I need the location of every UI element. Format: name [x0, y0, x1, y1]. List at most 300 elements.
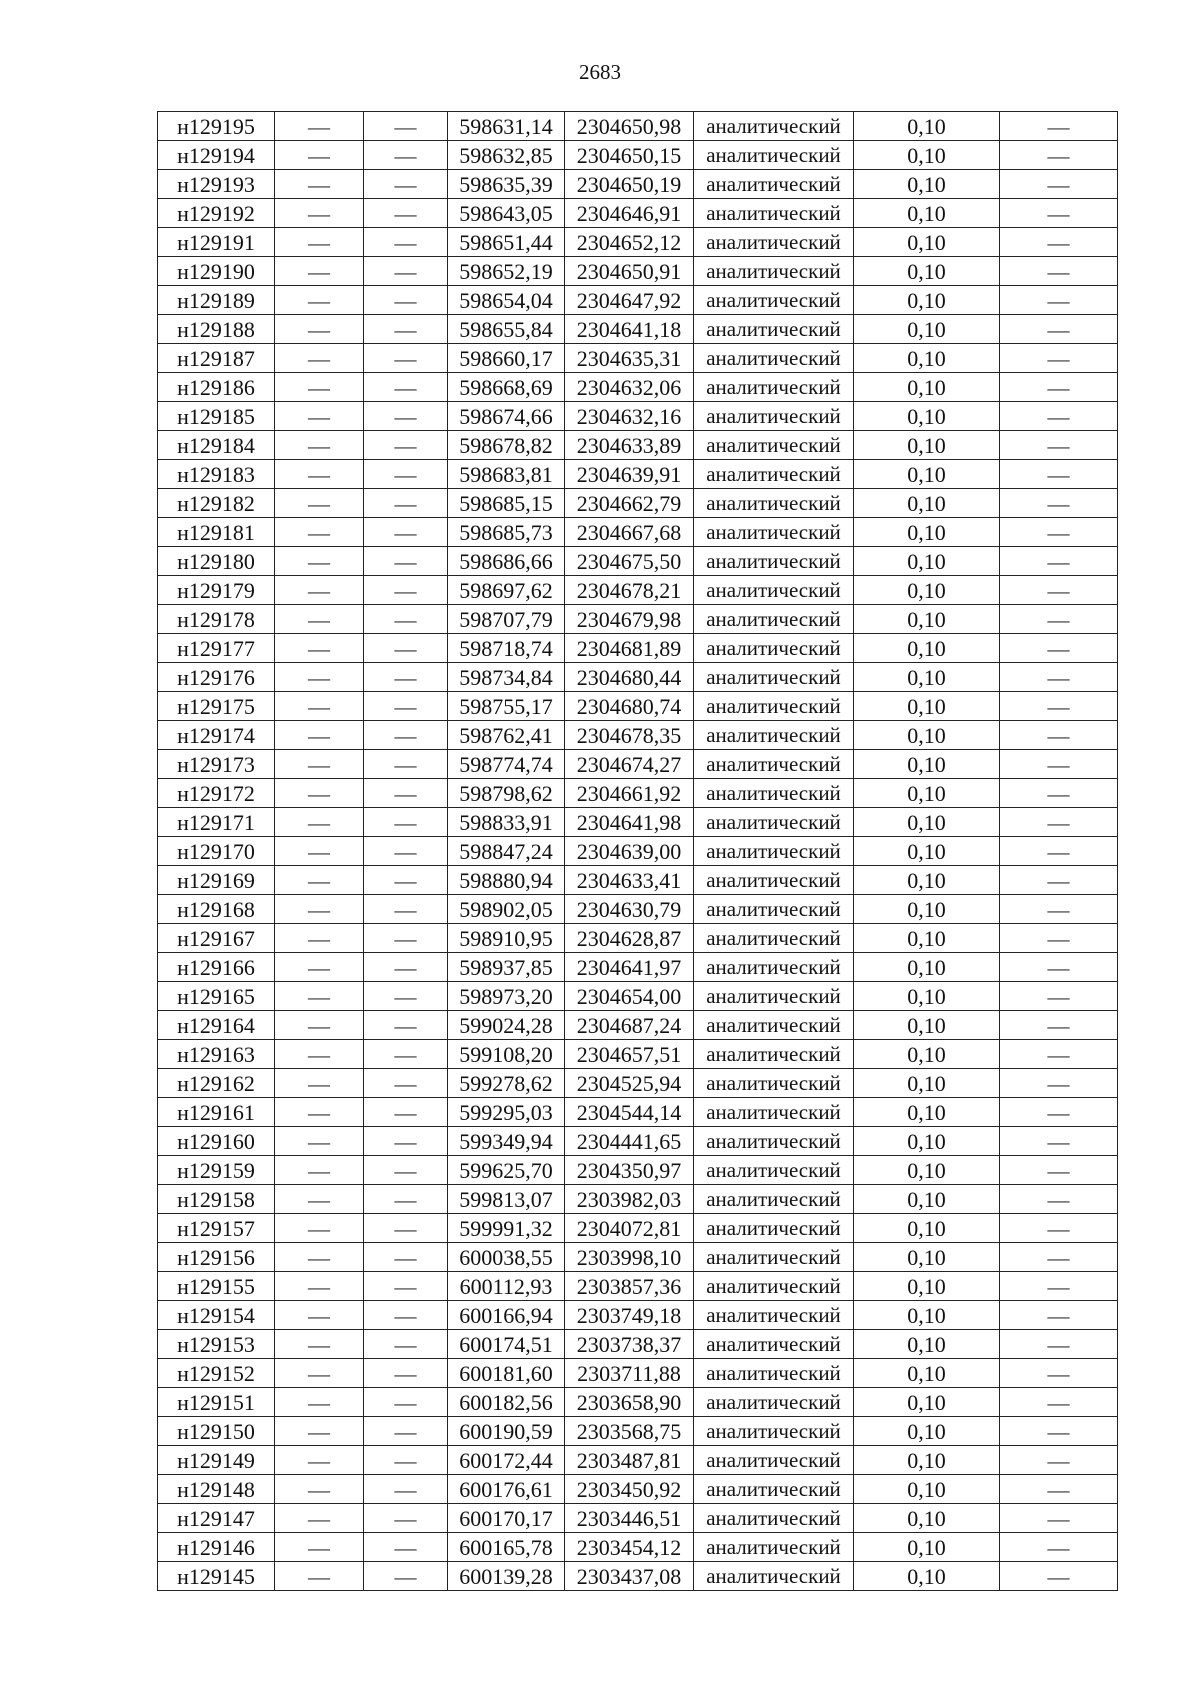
method-cell: аналитический [694, 1098, 854, 1127]
x-coordinate-cell: 598707,79 [448, 605, 565, 634]
dash-cell-a: — [275, 460, 364, 489]
method-cell: аналитический [694, 1475, 854, 1504]
dash-cell-b: — [364, 1214, 448, 1243]
x-coordinate-cell: 599108,20 [448, 1040, 565, 1069]
table-row [158, 953, 1118, 982]
table-row [158, 112, 1118, 141]
method-cell: аналитический [694, 1533, 854, 1562]
accuracy-cell: 0,10 [854, 1214, 1000, 1243]
x-coordinate-cell: 598902,05 [448, 895, 565, 924]
y-coordinate-cell: 2304647,92 [565, 286, 694, 315]
accuracy-cell: 0,10 [854, 721, 1000, 750]
dash-cell-a: — [275, 141, 364, 170]
note-cell: — [1000, 663, 1118, 692]
table-row [158, 866, 1118, 895]
note-cell: — [1000, 1562, 1118, 1591]
dash-cell-b: — [364, 576, 448, 605]
dash-cell-b: — [364, 1272, 448, 1301]
dash-cell-a: — [275, 1069, 364, 1098]
table-row [158, 199, 1118, 228]
note-cell: — [1000, 1417, 1118, 1446]
y-coordinate-cell: 2303437,08 [565, 1562, 694, 1591]
point-id-cell: н129146 [158, 1533, 275, 1562]
dash-cell-a: — [275, 1330, 364, 1359]
dash-cell-a: — [275, 199, 364, 228]
y-coordinate-cell: 2304662,79 [565, 489, 694, 518]
x-coordinate-cell: 599625,70 [448, 1156, 565, 1185]
table-row [158, 1475, 1118, 1504]
note-cell: — [1000, 1069, 1118, 1098]
y-coordinate-cell: 2303450,92 [565, 1475, 694, 1504]
method-cell: аналитический [694, 1040, 854, 1069]
y-coordinate-cell: 2304632,16 [565, 402, 694, 431]
dash-cell-a: — [275, 1533, 364, 1562]
y-coordinate-cell: 2304639,91 [565, 460, 694, 489]
point-id-cell: н129172 [158, 779, 275, 808]
method-cell: аналитический [694, 1214, 854, 1243]
dash-cell-b: — [364, 402, 448, 431]
y-coordinate-cell: 2304680,74 [565, 692, 694, 721]
point-id-cell: н129189 [158, 286, 275, 315]
table-row [158, 808, 1118, 837]
x-coordinate-cell: 598973,20 [448, 982, 565, 1011]
table-row [158, 1359, 1118, 1388]
table-row [158, 228, 1118, 257]
table-row [158, 1417, 1118, 1446]
accuracy-cell: 0,10 [854, 1417, 1000, 1446]
dash-cell-a: — [275, 286, 364, 315]
table-row [158, 170, 1118, 199]
accuracy-cell: 0,10 [854, 576, 1000, 605]
note-cell: — [1000, 692, 1118, 721]
accuracy-cell: 0,10 [854, 344, 1000, 373]
note-cell: — [1000, 837, 1118, 866]
table-row [158, 1127, 1118, 1156]
dash-cell-b: — [364, 373, 448, 402]
method-cell: аналитический [694, 344, 854, 373]
method-cell: аналитический [694, 663, 854, 692]
point-id-cell: н129186 [158, 373, 275, 402]
accuracy-cell: 0,10 [854, 315, 1000, 344]
point-id-cell: н129153 [158, 1330, 275, 1359]
table-row [158, 1504, 1118, 1533]
x-coordinate-cell: 598847,24 [448, 837, 565, 866]
dash-cell-a: — [275, 924, 364, 953]
method-cell: аналитический [694, 141, 854, 170]
x-coordinate-cell: 598798,62 [448, 779, 565, 808]
x-coordinate-cell: 598668,69 [448, 373, 565, 402]
table-row [158, 663, 1118, 692]
note-cell: — [1000, 1098, 1118, 1127]
accuracy-cell: 0,10 [854, 1388, 1000, 1417]
method-cell: аналитический [694, 692, 854, 721]
point-id-cell: н129176 [158, 663, 275, 692]
y-coordinate-cell: 2303454,12 [565, 1533, 694, 1562]
note-cell: — [1000, 141, 1118, 170]
method-cell: аналитический [694, 750, 854, 779]
accuracy-cell: 0,10 [854, 286, 1000, 315]
y-coordinate-cell: 2304654,00 [565, 982, 694, 1011]
accuracy-cell: 0,10 [854, 1069, 1000, 1098]
y-coordinate-cell: 2304650,19 [565, 170, 694, 199]
method-cell: аналитический [694, 1417, 854, 1446]
dash-cell-b: — [364, 199, 448, 228]
x-coordinate-cell: 598755,17 [448, 692, 565, 721]
table-row [158, 1011, 1118, 1040]
point-id-cell: н129187 [158, 344, 275, 373]
y-coordinate-cell: 2304687,24 [565, 1011, 694, 1040]
method-cell: аналитический [694, 460, 854, 489]
x-coordinate-cell: 599295,03 [448, 1098, 565, 1127]
dash-cell-a: — [275, 402, 364, 431]
dash-cell-b: — [364, 1185, 448, 1214]
point-id-cell: н129158 [158, 1185, 275, 1214]
point-id-cell: н129156 [158, 1243, 275, 1272]
table-row [158, 489, 1118, 518]
point-id-cell: н129180 [158, 547, 275, 576]
method-cell: аналитический [694, 1069, 854, 1098]
dash-cell-b: — [364, 547, 448, 576]
y-coordinate-cell: 2304635,31 [565, 344, 694, 373]
method-cell: аналитический [694, 924, 854, 953]
note-cell: — [1000, 1011, 1118, 1040]
dash-cell-a: — [275, 779, 364, 808]
method-cell: аналитический [694, 605, 854, 634]
x-coordinate-cell: 599813,07 [448, 1185, 565, 1214]
point-id-cell: н129145 [158, 1562, 275, 1591]
accuracy-cell: 0,10 [854, 953, 1000, 982]
dash-cell-b: — [364, 924, 448, 953]
method-cell: аналитический [694, 431, 854, 460]
note-cell: — [1000, 489, 1118, 518]
point-id-cell: н129163 [158, 1040, 275, 1069]
dash-cell-b: — [364, 489, 448, 518]
accuracy-cell: 0,10 [854, 373, 1000, 402]
table-row [158, 634, 1118, 663]
accuracy-cell: 0,10 [854, 779, 1000, 808]
table-row [158, 1214, 1118, 1243]
table-row [158, 257, 1118, 286]
dash-cell-a: — [275, 228, 364, 257]
dash-cell-b: — [364, 953, 448, 982]
dash-cell-b: — [364, 170, 448, 199]
y-coordinate-cell: 2303487,81 [565, 1446, 694, 1475]
dash-cell-a: — [275, 1127, 364, 1156]
y-coordinate-cell: 2304667,68 [565, 518, 694, 547]
accuracy-cell: 0,10 [854, 1127, 1000, 1156]
table-row [158, 576, 1118, 605]
note-cell: — [1000, 1214, 1118, 1243]
dash-cell-b: — [364, 344, 448, 373]
dash-cell-a: — [275, 1446, 364, 1475]
table-row [158, 1301, 1118, 1330]
coordinates-table [157, 111, 1118, 1591]
table-row [158, 1098, 1118, 1127]
dash-cell-a: — [275, 895, 364, 924]
accuracy-cell: 0,10 [854, 692, 1000, 721]
note-cell: — [1000, 228, 1118, 257]
point-id-cell: н129185 [158, 402, 275, 431]
y-coordinate-cell: 2304678,21 [565, 576, 694, 605]
dash-cell-b: — [364, 1243, 448, 1272]
y-coordinate-cell: 2304641,97 [565, 953, 694, 982]
accuracy-cell: 0,10 [854, 1562, 1000, 1591]
y-coordinate-cell: 2304632,06 [565, 373, 694, 402]
x-coordinate-cell: 600139,28 [448, 1562, 565, 1591]
note-cell: — [1000, 547, 1118, 576]
method-cell: аналитический [694, 315, 854, 344]
dash-cell-a: — [275, 605, 364, 634]
note-cell: — [1000, 1185, 1118, 1214]
x-coordinate-cell: 598718,74 [448, 634, 565, 663]
note-cell: — [1000, 1533, 1118, 1562]
dash-cell-b: — [364, 634, 448, 663]
dash-cell-b: — [364, 1475, 448, 1504]
note-cell: — [1000, 1301, 1118, 1330]
note-cell: — [1000, 1127, 1118, 1156]
method-cell: аналитический [694, 489, 854, 518]
table-row [158, 1069, 1118, 1098]
method-cell: аналитический [694, 1127, 854, 1156]
table-row [158, 779, 1118, 808]
dash-cell-b: — [364, 663, 448, 692]
method-cell: аналитический [694, 112, 854, 141]
note-cell: — [1000, 286, 1118, 315]
dash-cell-b: — [364, 112, 448, 141]
dash-cell-a: — [275, 518, 364, 547]
point-id-cell: н129194 [158, 141, 275, 170]
point-id-cell: н129161 [158, 1098, 275, 1127]
y-coordinate-cell: 2304680,44 [565, 663, 694, 692]
dash-cell-a: — [275, 1243, 364, 1272]
x-coordinate-cell: 600166,94 [448, 1301, 565, 1330]
table-row [158, 1330, 1118, 1359]
x-coordinate-cell: 600165,78 [448, 1533, 565, 1562]
point-id-cell: н129154 [158, 1301, 275, 1330]
table-row [158, 518, 1118, 547]
dash-cell-b: — [364, 1127, 448, 1156]
dash-cell-b: — [364, 1417, 448, 1446]
table-row [158, 1243, 1118, 1272]
dash-cell-a: — [275, 1417, 364, 1446]
x-coordinate-cell: 598686,66 [448, 547, 565, 576]
dash-cell-a: — [275, 170, 364, 199]
accuracy-cell: 0,10 [854, 866, 1000, 895]
method-cell: аналитический [694, 721, 854, 750]
accuracy-cell: 0,10 [854, 1272, 1000, 1301]
dash-cell-a: — [275, 750, 364, 779]
note-cell: — [1000, 373, 1118, 402]
y-coordinate-cell: 2304525,94 [565, 1069, 694, 1098]
dash-cell-b: — [364, 228, 448, 257]
y-coordinate-cell: 2304441,65 [565, 1127, 694, 1156]
dash-cell-b: — [364, 1533, 448, 1562]
table-row [158, 431, 1118, 460]
table-row [158, 402, 1118, 431]
note-cell: — [1000, 1475, 1118, 1504]
point-id-cell: н129157 [158, 1214, 275, 1243]
x-coordinate-cell: 599024,28 [448, 1011, 565, 1040]
table-row [158, 1388, 1118, 1417]
table-row [158, 373, 1118, 402]
y-coordinate-cell: 2303749,18 [565, 1301, 694, 1330]
y-coordinate-cell: 2303568,75 [565, 1417, 694, 1446]
point-id-cell: н129190 [158, 257, 275, 286]
x-coordinate-cell: 598774,74 [448, 750, 565, 779]
point-id-cell: н129164 [158, 1011, 275, 1040]
y-coordinate-cell: 2304679,98 [565, 605, 694, 634]
dash-cell-b: — [364, 750, 448, 779]
note-cell: — [1000, 344, 1118, 373]
note-cell: — [1000, 1330, 1118, 1359]
dash-cell-a: — [275, 344, 364, 373]
x-coordinate-cell: 598635,39 [448, 170, 565, 199]
accuracy-cell: 0,10 [854, 1185, 1000, 1214]
y-coordinate-cell: 2304641,18 [565, 315, 694, 344]
table-row [158, 141, 1118, 170]
dash-cell-a: — [275, 1301, 364, 1330]
y-coordinate-cell: 2304633,41 [565, 866, 694, 895]
dash-cell-a: — [275, 1475, 364, 1504]
note-cell: — [1000, 982, 1118, 1011]
dash-cell-a: — [275, 489, 364, 518]
x-coordinate-cell: 599991,32 [448, 1214, 565, 1243]
y-coordinate-cell: 2303658,90 [565, 1388, 694, 1417]
dash-cell-b: — [364, 895, 448, 924]
dash-cell-a: — [275, 837, 364, 866]
method-cell: аналитический [694, 1562, 854, 1591]
table-row [158, 460, 1118, 489]
dash-cell-a: — [275, 257, 364, 286]
coordinates-table-body [158, 112, 1118, 1591]
dash-cell-a: — [275, 1504, 364, 1533]
table-row [158, 1185, 1118, 1214]
method-cell: аналитический [694, 199, 854, 228]
note-cell: — [1000, 518, 1118, 547]
note-cell: — [1000, 605, 1118, 634]
accuracy-cell: 0,10 [854, 460, 1000, 489]
y-coordinate-cell: 2303998,10 [565, 1243, 694, 1272]
method-cell: аналитический [694, 866, 854, 895]
x-coordinate-cell: 598697,62 [448, 576, 565, 605]
x-coordinate-cell: 600170,17 [448, 1504, 565, 1533]
accuracy-cell: 0,10 [854, 1243, 1000, 1272]
accuracy-cell: 0,10 [854, 112, 1000, 141]
point-id-cell: н129174 [158, 721, 275, 750]
method-cell: аналитический [694, 779, 854, 808]
dash-cell-b: — [364, 315, 448, 344]
dash-cell-b: — [364, 1562, 448, 1591]
point-id-cell: н129147 [158, 1504, 275, 1533]
y-coordinate-cell: 2304661,92 [565, 779, 694, 808]
note-cell: — [1000, 1446, 1118, 1475]
table-row [158, 895, 1118, 924]
x-coordinate-cell: 600190,59 [448, 1417, 565, 1446]
accuracy-cell: 0,10 [854, 170, 1000, 199]
y-coordinate-cell: 2304072,81 [565, 1214, 694, 1243]
dash-cell-b: — [364, 1156, 448, 1185]
dash-cell-b: — [364, 1301, 448, 1330]
accuracy-cell: 0,10 [854, 1446, 1000, 1475]
dash-cell-b: — [364, 837, 448, 866]
note-cell: — [1000, 1243, 1118, 1272]
point-id-cell: н129151 [158, 1388, 275, 1417]
accuracy-cell: 0,10 [854, 518, 1000, 547]
y-coordinate-cell: 2303738,37 [565, 1330, 694, 1359]
note-cell: — [1000, 924, 1118, 953]
accuracy-cell: 0,10 [854, 982, 1000, 1011]
method-cell: аналитический [694, 982, 854, 1011]
y-coordinate-cell: 2304678,35 [565, 721, 694, 750]
accuracy-cell: 0,10 [854, 634, 1000, 663]
method-cell: аналитический [694, 1243, 854, 1272]
dash-cell-a: — [275, 431, 364, 460]
accuracy-cell: 0,10 [854, 1011, 1000, 1040]
dash-cell-a: — [275, 1040, 364, 1069]
method-cell: аналитический [694, 808, 854, 837]
note-cell: — [1000, 402, 1118, 431]
point-id-cell: н129148 [158, 1475, 275, 1504]
dash-cell-a: — [275, 663, 364, 692]
note-cell: — [1000, 750, 1118, 779]
table-row [158, 837, 1118, 866]
point-id-cell: н129165 [158, 982, 275, 1011]
note-cell: — [1000, 779, 1118, 808]
accuracy-cell: 0,10 [854, 1301, 1000, 1330]
x-coordinate-cell: 598833,91 [448, 808, 565, 837]
method-cell: аналитический [694, 257, 854, 286]
x-coordinate-cell: 598678,82 [448, 431, 565, 460]
dash-cell-a: — [275, 1272, 364, 1301]
x-coordinate-cell: 598683,81 [448, 460, 565, 489]
accuracy-cell: 0,10 [854, 141, 1000, 170]
method-cell: аналитический [694, 895, 854, 924]
note-cell: — [1000, 199, 1118, 228]
table-row [158, 547, 1118, 576]
dash-cell-a: — [275, 1185, 364, 1214]
note-cell: — [1000, 721, 1118, 750]
method-cell: аналитический [694, 373, 854, 402]
note-cell: — [1000, 1388, 1118, 1417]
accuracy-cell: 0,10 [854, 402, 1000, 431]
method-cell: аналитический [694, 1504, 854, 1533]
dash-cell-a: — [275, 576, 364, 605]
accuracy-cell: 0,10 [854, 895, 1000, 924]
point-id-cell: н129166 [158, 953, 275, 982]
x-coordinate-cell: 598762,41 [448, 721, 565, 750]
note-cell: — [1000, 257, 1118, 286]
dash-cell-b: — [364, 518, 448, 547]
method-cell: аналитический [694, 837, 854, 866]
x-coordinate-cell: 600112,93 [448, 1272, 565, 1301]
point-id-cell: н129149 [158, 1446, 275, 1475]
dash-cell-b: — [364, 721, 448, 750]
dash-cell-b: — [364, 431, 448, 460]
accuracy-cell: 0,10 [854, 547, 1000, 576]
dash-cell-a: — [275, 866, 364, 895]
y-coordinate-cell: 2304350,97 [565, 1156, 694, 1185]
method-cell: аналитический [694, 228, 854, 257]
dash-cell-a: — [275, 547, 364, 576]
point-id-cell: н129184 [158, 431, 275, 460]
dash-cell-a: — [275, 373, 364, 402]
dash-cell-a: — [275, 1359, 364, 1388]
note-cell: — [1000, 1359, 1118, 1388]
table-row [158, 721, 1118, 750]
dash-cell-a: — [275, 315, 364, 344]
y-coordinate-cell: 2303857,36 [565, 1272, 694, 1301]
note-cell: — [1000, 866, 1118, 895]
